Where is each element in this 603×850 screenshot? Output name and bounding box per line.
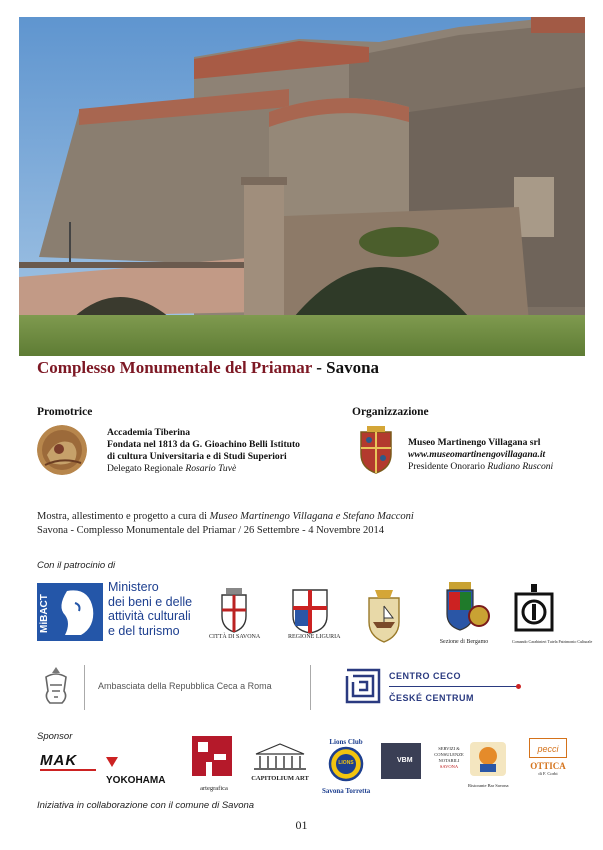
title-separator: - <box>311 358 327 377</box>
centro-ceco-maze-icon <box>345 668 381 704</box>
ristorante-text: Ristorante Bar Savona <box>468 783 509 788</box>
mibact-line-1: Ministero <box>108 580 159 594</box>
mibact-logo <box>37 583 103 641</box>
hero-photo-priamar-fortress <box>19 17 585 356</box>
pecci-box <box>529 738 567 758</box>
mibact-line-4: e del turismo <box>108 623 180 638</box>
collaboration-note: Iniziativa in collaborazione con il comune di Savona <box>37 800 255 811</box>
mibact-abbr: MiBACT <box>39 594 50 633</box>
sezione-di-bergamo-logo <box>435 578 493 646</box>
promotrice-name: Accademia Tiberina <box>107 427 191 438</box>
patrocinio-label: Con il patrocinio di <box>37 560 116 571</box>
comando-carabinieri-logo <box>512 584 593 646</box>
yokohama-logo <box>106 753 178 786</box>
president-name: Rudiano Rusconi <box>487 461 554 472</box>
title-venue: Complesso Monumentale del Priamar <box>37 358 312 377</box>
citta-di-savona-logo <box>209 588 259 646</box>
divider-line <box>84 665 85 710</box>
promotrice-details <box>107 427 337 475</box>
lions-club-logo <box>322 738 370 794</box>
comune-caption: Comando Carabinieri Tutela Patrimonio Culturale <box>512 639 593 644</box>
ambasciata-text: Ambasciata della Repubblica Ceca a Roma <box>98 681 272 691</box>
lions-mid-text: LIONS <box>338 760 354 766</box>
pecci-ottica-logo <box>526 738 570 794</box>
centro-ceco-line2: ČESKÉ CENTRUM <box>389 693 475 703</box>
regione-liguria-logo <box>288 588 341 646</box>
ristorante-logo <box>468 740 508 792</box>
pecci-text: pecci <box>537 744 559 754</box>
artegrafica-text: artegrafica <box>200 785 228 792</box>
servizi-text: SERVIZI & CONSULENZE NOTARILI <box>434 746 464 763</box>
delegate-name: Rosario Tuvè <box>185 463 237 474</box>
czech-lion-icon <box>38 665 74 707</box>
lions-top-text: Lions Club <box>329 738 363 746</box>
sezione-caption: Sezione di Bergamo <box>439 639 489 645</box>
accademia-tiberina-logo <box>37 425 87 475</box>
mibact-line-3: attività culturali <box>108 609 191 623</box>
vbm-text: VBM <box>397 757 413 764</box>
artegrafica-logo <box>192 736 236 796</box>
promotrice-line3: di cultura Universitaria e di Studi Superiori <box>107 451 287 462</box>
vbm-logo <box>381 743 421 779</box>
divider-line <box>310 665 311 710</box>
capitolium-art-logo <box>248 742 312 782</box>
yokohama-text: YOKOHAMA <box>106 774 166 786</box>
savona-caption: CITTÀ DI SAVONA <box>209 634 261 640</box>
title-city: Savona <box>326 358 380 377</box>
curators-prefix: Mostra, allestimento e progetto a cura di <box>37 511 210 522</box>
provincia-emblem-logo <box>363 588 405 644</box>
servizi-city-text: SAVONA <box>439 764 459 769</box>
mak-logo <box>40 752 98 770</box>
page-number: 01 <box>295 818 308 832</box>
organizzazione-details <box>408 437 598 473</box>
museo-martinengo-crest-icon <box>357 426 395 474</box>
promotrice-label: Promotrice <box>37 406 93 418</box>
organizzazione-website[interactable]: www.museomartinengovillagana.it <box>408 449 546 460</box>
liguria-caption: REGIONE LIGURIA <box>288 634 341 640</box>
mibact-line-2: dei beni e delle <box>108 594 193 609</box>
centro-ceco-line1: CENTRO CECO <box>389 671 462 681</box>
promotrice-delegate <box>107 463 337 475</box>
curators-names: Museo Martinengo Villagana e Stefano Macconi <box>209 511 414 522</box>
organizzazione-label: Organizzazione <box>352 406 429 418</box>
exhibition-curators <box>37 510 414 524</box>
yokohama-mark-icon <box>106 757 118 767</box>
ottica-text: OTTICA <box>530 761 566 771</box>
exhibition-dates: Savona - Complesso Monumentale del Priamar / 26 Settembre - 4 Novembre 2014 <box>37 525 385 536</box>
servizi-notarili-logo <box>427 746 471 782</box>
centro-ceco-dot <box>516 684 521 689</box>
mak-text: MAK <box>40 752 78 769</box>
page-title <box>37 358 379 378</box>
sponsor-label: Sponsor <box>37 731 73 742</box>
delegate-prefix: Delegato Regionale <box>107 463 186 474</box>
mibact-name <box>108 580 192 638</box>
organizzazione-president <box>408 461 598 473</box>
centro-ceco-rule <box>389 686 517 687</box>
president-prefix: Presidente Onorario <box>408 461 488 472</box>
exhibition-info <box>37 510 414 538</box>
organizzazione-name: Museo Martinengo Villagana srl <box>408 437 541 448</box>
ottica-sub-text: di F. Corbi <box>538 771 558 776</box>
mak-underline <box>40 769 96 771</box>
promotrice-line2: Fondata nel 1813 da G. Gioachino Belli Istituto <box>107 439 300 450</box>
lions-bottom-text: Savona Torretta <box>322 787 371 795</box>
capitolium-text: CAPITOLIUM ART <box>251 775 309 782</box>
